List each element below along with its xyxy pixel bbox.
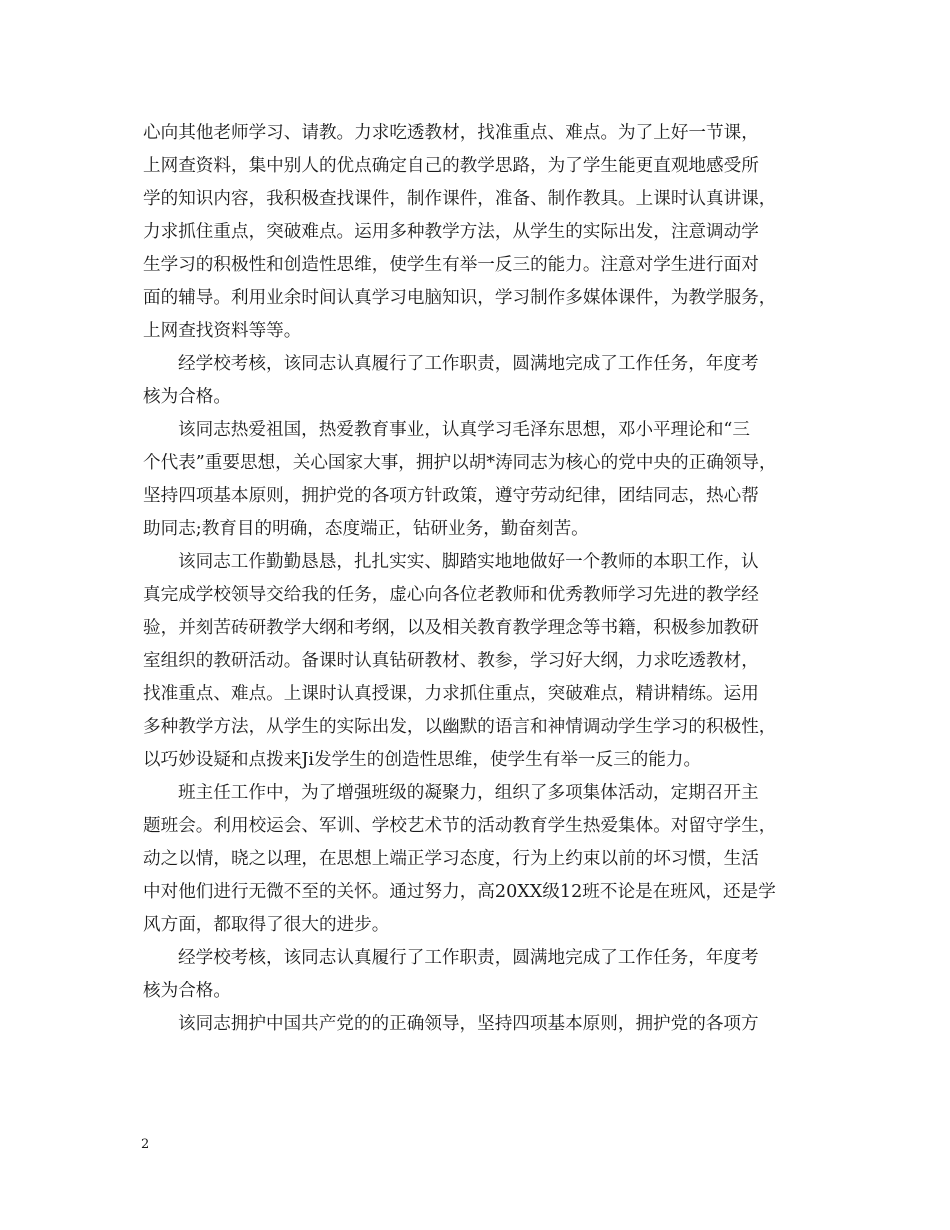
text-line: 上网查找资料等等。 [143, 321, 302, 341]
text-line: 学的知识内容，我积极查找课件，制作课件，准备、制作教具。上课时认真讲课， [143, 189, 777, 209]
text-line: 该同志拥护中国共产党的的正确领导，坚持四项基本原则，拥护党的各项方 [178, 1014, 759, 1034]
text-line: 经学校考核，该同志认真履行了工作职责，圆满地完成了工作任务，年度考 [178, 948, 759, 968]
text-line: 力求抓住重点，突破难点。运用多种教学方法，从学生的实际出发，注意调动学 [143, 222, 759, 242]
text-line: 验，并刻苦砖研教学大纲和考纲，以及相关教育教学理念等书籍，积极参加教研 [143, 618, 759, 638]
text-line: 经学校考核，该同志认真履行了工作职责，圆满地完成了工作任务，年度考 [178, 354, 759, 374]
page-number: 2 [141, 1137, 150, 1152]
text-line: 该同志工作勤勤恳恳，扎扎实实、脚踏实地地做好一个教师的本职工作，认 [178, 552, 759, 572]
text-line: 室组织的教研活动。备课时认真钻研教材、教参，学习好大纲，力求吃透教材， [143, 651, 759, 671]
text-line: 核为合格。 [143, 387, 231, 407]
text-line: 动之以情，晓之以理，在思想上端正学习态度，行为上约束以前的坏习惯，生活 [143, 849, 759, 869]
text-line: 生学习的积极性和创造性思维，使学生有举一反三的能力。注意对学生进行面对 [143, 255, 759, 275]
text-line: 题班会。利用校运会、军训、学校艺术节的活动教育学生热爱集体。对留守学生， [143, 816, 777, 836]
text-line: 该同志热爱祖国，热爱教育事业，认真学习毛泽东思想，邓小平理论和“三 [178, 420, 750, 440]
text-line: 助同志;教育目的明确，态度端正，钻研业务，勤奋刻苦。 [143, 519, 589, 539]
document-body [143, 117, 823, 1041]
text-line: 坚持四项基本原则，拥护党的各项方针政策，遵守劳动纪律，团结同志，热心帮 [143, 486, 759, 506]
text-line: 班主任工作中，为了增强班级的凝聚力，组织了多项集体活动，定期召开主 [178, 783, 759, 803]
text-line: 以巧妙设疑和点拨来Ji发学生的创造性思维，使学生有举一反三的能力。 [143, 750, 702, 770]
text-line: 风方面，都取得了很大的进步。 [143, 915, 390, 935]
text-line: 核为合格。 [143, 981, 231, 1001]
text-line: 个代表”重要思想，关心国家大事，拥护以胡*涛同志为核心的党中央的正确领导， [143, 453, 777, 473]
text-line: 真完成学校领导交给我的任务，虚心向各位老教师和优秀教师学习先进的教学经 [143, 585, 759, 605]
text-line: 面的辅导。利用业余时间认真学习电脑知识，学习制作多媒体课件，为教学服务， [143, 288, 777, 308]
text-line: 多种教学方法，从学生的实际出发，以幽默的语言和神情调动学生学习的积极性， [143, 717, 777, 737]
text-line: 找准重点、难点。上课时认真授课，力求抓住重点，突破难点，精讲精练。运用 [143, 684, 759, 704]
text-line: 上网查资料，集中别人的优点确定自己的教学思路，为了学生能更直观地感受所 [143, 156, 759, 176]
text-line: 中对他们进行无微不至的关怀。通过努力，高20XX级12班不论是在班风，还是学 [143, 882, 776, 902]
text-line: 心向其他老师学习、请教。力求吃透教材，找准重点、难点。为了上好一节课， [143, 123, 759, 143]
